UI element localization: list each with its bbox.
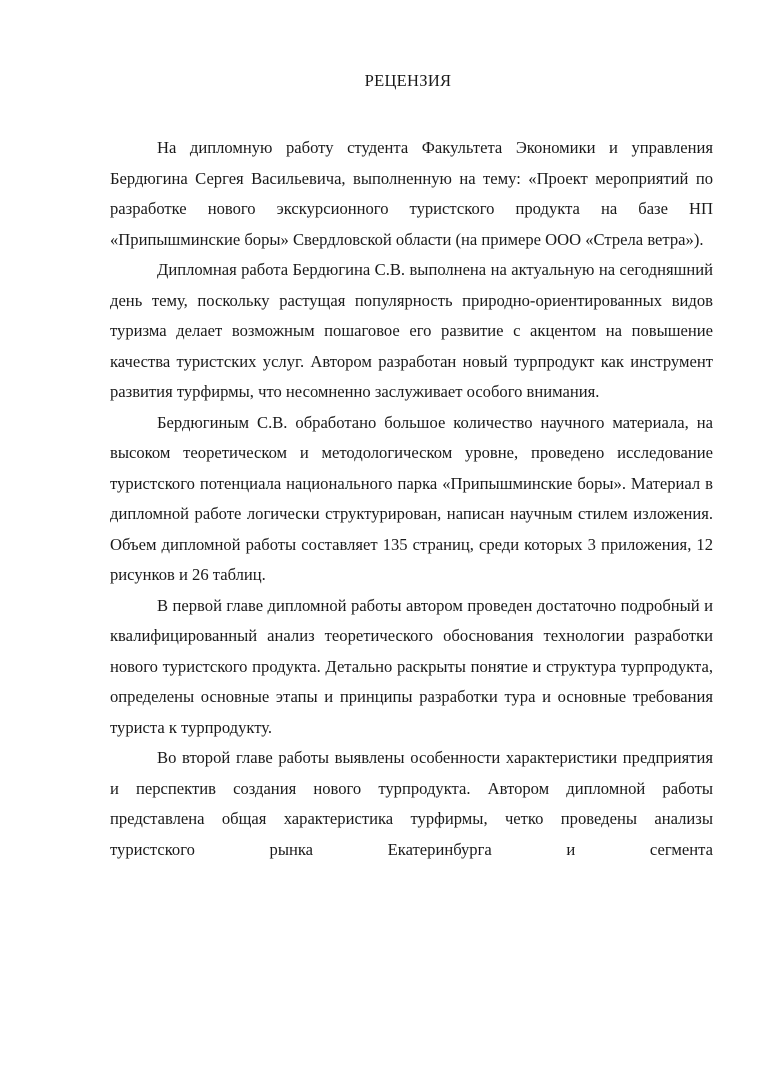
document-body [110, 133, 713, 865]
paragraph-relevance: Дипломная работа Бердюгина С.В. выполнена на актуальную на сегодняшний день тему, поскольку растущая популярность природно-ориентированных видов туризма делает возможным пошаговое его развитие с акцентом на повышение качества туристских услуг. Автором разработан новый турпродукт как инструмент развития турфирмы, что несомненно заслуживает особого внимания. [110, 260, 713, 401]
paragraph-chapter-two: Во второй главе работы выявлены особенности характеристики предприятия и перспектив создания нового турпродукта. Автором дипломной работы представлена общая характеристика турфирмы, четко проведены анализы туристского рынка Екатеринбурга и сегмента [110, 748, 713, 859]
document-title: РЕЦЕНЗИЯ [364, 71, 452, 90]
paragraph-topic: На дипломную работу студента Факультета Экономики и управления Бердюгина Сергея Васильевича, выполненную на тему: «Проект мероприятий по разработке нового экскурсионного туристского продукта на базе НП «Припышминские боры» Свердловской области (на примере ООО «Стрела ветра»). [110, 138, 713, 249]
paragraph-material: Бердюгиным С.В. обработано большое количество научного материала, на высоком теоретическом и методологическом уровне, проведено исследование туристского потенциала национального парка «Припышминские боры». Материал в дипломной работе логически структурирован, написан научным стилем изложения. Объем дипломной работы составляет 135 страниц, среди которых 3 приложения, 12 рисунков и 26 таблиц. [110, 412, 713, 584]
paragraph-chapter-one: В первой главе дипломной работы автором проведен достаточно подробный и квалифицированный анализ теоретического обоснования технологии разработки нового туристского продукта. Детально раскрыты понятие и структура турпродукта, определены основные этапы и принципы разработки тура и основные требования туриста к турпродукту. [110, 595, 713, 737]
